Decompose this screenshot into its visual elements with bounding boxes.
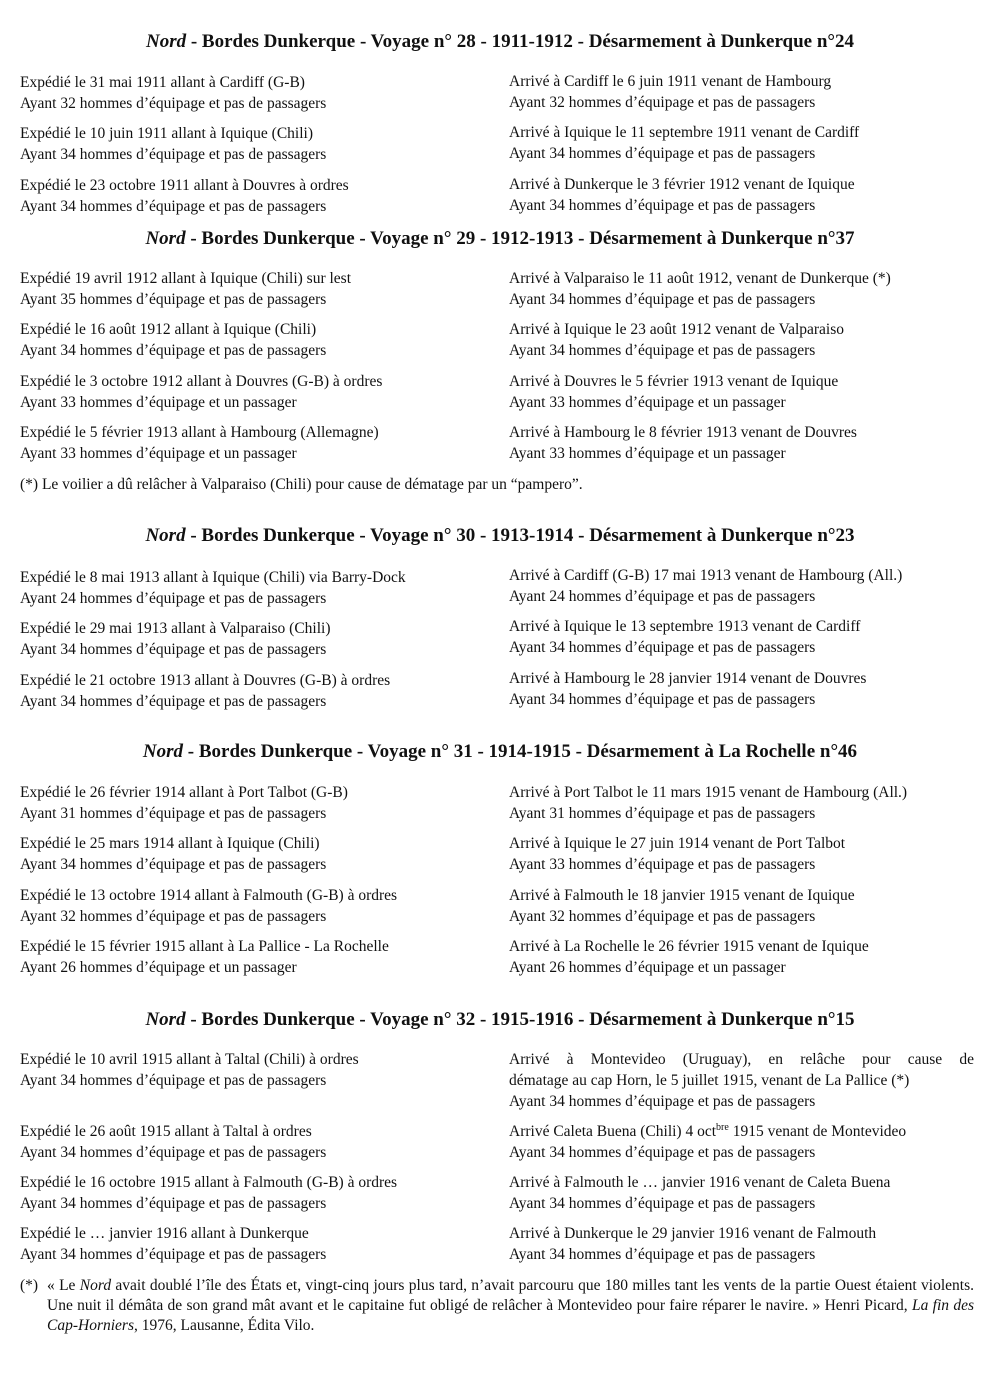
arrival-entry (509, 1121, 906, 1163)
arrival-entry (509, 782, 907, 824)
crew-line: Ayant 34 hommes d’équipage et pas de passagers (20, 1195, 327, 1212)
crew-line: Ayant 34 hommes d’équipage et pas de passagers (509, 1246, 816, 1263)
crew-line: Ayant 34 hommes d’équipage et pas de passagers (20, 342, 327, 359)
arrival-entry (509, 122, 859, 164)
departure-entry (20, 268, 351, 310)
crew-line: Ayant 34 hommes d’équipage et pas de passagers (20, 1246, 327, 1263)
arrival-entry (509, 319, 844, 361)
crew-line: Ayant 32 hommes d’équipage et pas de passagers (20, 908, 327, 925)
arrival-line: Arrivé à Dunkerque le 29 janvier 1916 venant de Falmouth (509, 1225, 877, 1242)
arrival-line: Arrivé à Valparaiso le 11 août 1912, venant de Dunkerque (*) (509, 270, 891, 287)
voyage-29-footnote: (*) Le voilier a dû relâcher à Valparaiso (Chili) pour cause de dématage par un “pampero”. (20, 476, 583, 493)
footnote-text (47, 1276, 974, 1336)
crew-line: Ayant 34 hommes d’équipage et pas de passagers (509, 691, 816, 708)
departure-entry (20, 567, 406, 609)
departure-entry (20, 782, 348, 824)
voyage-32-footnote (20, 1276, 974, 1336)
crew-line: Ayant 34 hommes d’équipage et pas de passagers (509, 639, 816, 656)
arrival-line (509, 1121, 906, 1142)
departure-line: Expédié le 16 août 1912 allant à Iquique (Chili) (20, 321, 317, 338)
departure-entry (20, 1223, 326, 1265)
arrival-entry (509, 71, 831, 113)
departure-line: Expédié le 10 avril 1915 allant à Taltal (Chili) à ordres (20, 1051, 359, 1068)
departure-line: Expédié le 26 août 1915 allant à Taltal à ordres (20, 1123, 312, 1140)
book-title: La fin des Cap-Horniers (47, 1297, 974, 1334)
crew-line: Ayant 34 hommes d’équipage et pas de passagers (20, 693, 327, 710)
arrival-entry (509, 565, 902, 607)
crew-line: Ayant 33 hommes d’équipage et un passager (20, 445, 297, 462)
arrival-text: Arrivé Caleta Buena (Chili) 4 oct (509, 1123, 717, 1140)
arrival-line: Arrivé à Montevideo (Uruguay), en relâche pour cause de (509, 1051, 974, 1068)
arrival-entry (509, 371, 838, 413)
arrival-line: Arrivé à Iquique le 23 août 1912 venant de Valparaiso (509, 321, 845, 338)
departure-line: Expédié le 21 octobre 1913 allant à Douvres (G-B) à ordres (20, 672, 391, 689)
departure-line: Expédié le 25 mars 1914 allant à Iquique (Chili) (20, 835, 320, 852)
arrival-line: Arrivé à Hambourg le 8 février 1913 venant de Douvres (509, 424, 857, 441)
arrival-line: Arrivé à Dunkerque le 3 février 1912 venant de Iquique (509, 176, 855, 193)
ship-name: Nord (79, 1277, 112, 1294)
departure-line: Expédié le 8 mai 1913 allant à Iquique (Chili) via Barry-Dock (20, 569, 406, 586)
voyage-31-heading (0, 741, 1000, 763)
departure-line: Expédié 19 avril 1912 allant à Iquique (Chili) sur lest (20, 270, 352, 287)
superscript: bre (716, 1121, 729, 1133)
arrival-entry (509, 1223, 876, 1265)
crew-line: Ayant 33 hommes d’équipage et pas de passagers (509, 856, 816, 873)
voyage-32-heading (0, 1009, 1000, 1031)
crew-line: Ayant 34 hommes d’équipage et pas de passagers (509, 291, 816, 308)
arrival-line: Arrivé à Falmouth le 18 janvier 1915 venant de Iquique (509, 887, 855, 904)
crew-line: Ayant 32 hommes d’équipage et pas de passagers (509, 94, 816, 111)
crew-line: Ayant 34 hommes d’équipage et pas de passagers (509, 1144, 816, 1161)
arrival-entry (509, 833, 845, 875)
footnote-part: « Le (47, 1277, 80, 1294)
ship-name: Nord (145, 31, 187, 52)
arrival-entry (509, 1172, 890, 1214)
crew-line: Ayant 34 hommes d’équipage et pas de passagers (509, 1195, 816, 1212)
departure-line: Expédié le 23 octobre 1911 allant à Douvres à ordres (20, 177, 349, 194)
arrival-entry (509, 268, 891, 310)
departure-entry (20, 885, 397, 927)
voyage-29-heading (0, 228, 1000, 250)
ship-name: Nord (145, 228, 186, 249)
departure-entry (20, 319, 326, 361)
departure-entry (20, 72, 326, 114)
arrival-line: Arrivé à Cardiff le 6 juin 1911 venant de Hambourg (509, 73, 832, 90)
arrival-line-continued: dématage au cap Horn, le 5 juillet 1915, venant de La Pallice (*) (509, 1072, 910, 1089)
crew-line: Ayant 32 hommes d’équipage et pas de passagers (20, 95, 327, 112)
voyage-28-heading (0, 31, 1000, 53)
crew-line: Ayant 34 hommes d’équipage et pas de passagers (20, 1072, 327, 1089)
crew-line: Ayant 33 hommes d’équipage et un passager (509, 445, 786, 462)
ship-name: Nord (145, 1009, 186, 1030)
arrival-entry (509, 885, 855, 927)
arrival-line: Arrivé à Falmouth le … janvier 1916 venant de Caleta Buena (509, 1174, 891, 1191)
footnote-part: avait doublé l’île des États et, vingt-cinq jours plus tard, n’avait parcouru que 180 milles tant les vents de la partie Ouest étaient violents. Une nuit il démâta de son grand mât avant et le capitaine fut obligé de relâcher à Montevideo pour faire réparer le navire. » Henri Picard, (47, 1277, 974, 1314)
departure-line: Expédié le 5 février 1913 allant à Hambourg (Allemagne) (20, 424, 379, 441)
heading-text: - Bordes Dunkerque - Voyage n° 29 - 1912-1913 - Désarmement à Dunkerque n°37 (185, 228, 855, 249)
arrival-entry (509, 668, 866, 710)
departure-line: Expédié le 13 octobre 1914 allant à Falmouth (G-B) à ordres (20, 887, 398, 904)
heading-text: - Bordes Dunkerque - Voyage n° 31 - 1914-1915 - Désarmement à La Rochelle n°46 (183, 741, 858, 762)
arrival-line: Arrivé à Port Talbot le 11 mars 1915 venant de Hambourg (All.) (509, 784, 908, 801)
crew-line: Ayant 24 hommes d’équipage et pas de passagers (20, 590, 327, 607)
crew-line: Ayant 33 hommes d’équipage et un passager (20, 394, 297, 411)
departure-line: Expédié le 26 février 1914 allant à Port Talbot (G-B) (20, 784, 348, 801)
arrival-entry (509, 1049, 974, 1112)
crew-line: Ayant 33 hommes d’équipage et un passager (509, 394, 786, 411)
crew-line: Ayant 31 hommes d’équipage et pas de passagers (509, 805, 816, 822)
arrival-line: Arrivé à Iquique le 13 septembre 1913 venant de Cardiff (509, 618, 861, 635)
arrival-line: Arrivé à Iquique le 27 juin 1914 venant de Port Talbot (509, 835, 846, 852)
departure-entry (20, 1049, 359, 1091)
crew-line: Ayant 26 hommes d’équipage et un passager (20, 959, 297, 976)
heading-text: - Bordes Dunkerque - Voyage n° 30 - 1913-1914 - Désarmement à Dunkerque n°23 (185, 525, 855, 546)
crew-line: Ayant 34 hommes d’équipage et pas de passagers (509, 145, 816, 162)
arrival-entry (509, 616, 860, 658)
crew-line: Ayant 34 hommes d’équipage et pas de passagers (509, 1093, 816, 1110)
departure-entry (20, 833, 326, 875)
crew-line: Ayant 34 hommes d’équipage et pas de passagers (20, 198, 327, 215)
arrival-line: Arrivé à Douvres le 5 février 1913 venant de Iquique (509, 373, 839, 390)
crew-line: Ayant 34 hommes d’équipage et pas de passagers (509, 197, 816, 214)
footnote-part: , 1976, Lausanne, Édita Vilo. (133, 1317, 315, 1334)
arrival-line: Arrivé à Hambourg le 28 janvier 1914 venant de Douvres (509, 670, 867, 687)
arrival-text: 1915 venant de Montevideo (728, 1123, 907, 1140)
crew-line: Ayant 34 hommes d’équipage et pas de passagers (20, 146, 327, 163)
departure-line: Expédié le … janvier 1916 allant à Dunkerque (20, 1225, 309, 1242)
departure-line: Expédié le 31 mai 1911 allant à Cardiff (G-B) (20, 74, 305, 91)
crew-line: Ayant 24 hommes d’équipage et pas de passagers (509, 588, 816, 605)
crew-line: Ayant 32 hommes d’équipage et pas de passagers (509, 908, 816, 925)
arrival-entry (509, 936, 869, 978)
departure-entry (20, 1172, 397, 1214)
arrival-entry (509, 174, 855, 216)
heading-text: - Bordes Dunkerque - Voyage n° 32 - 1915-1916 - Désarmement à Dunkerque n°15 (185, 1009, 855, 1030)
crew-line: Ayant 26 hommes d’équipage et un passager (509, 959, 786, 976)
departure-entry (20, 422, 379, 464)
voyage-30-heading (0, 525, 1000, 547)
departure-entry (20, 670, 390, 712)
crew-line: Ayant 35 hommes d’équipage et pas de passagers (20, 291, 327, 308)
arrival-line: Arrivé à Cardiff (G-B) 17 mai 1913 venant de Hambourg (All.) (509, 567, 903, 584)
crew-line: Ayant 34 hommes d’équipage et pas de passagers (20, 856, 327, 873)
arrival-line: Arrivé à Iquique le 11 septembre 1911 venant de Cardiff (509, 124, 860, 141)
footnote-mark: (*) (20, 1277, 39, 1294)
departure-line: Expédié le 29 mai 1913 allant à Valparaiso (Chili) (20, 620, 331, 637)
crew-line: Ayant 31 hommes d’équipage et pas de passagers (20, 805, 327, 822)
departure-line: Expédié le 3 octobre 1912 allant à Douvres (G-B) à ordres (20, 373, 383, 390)
departure-line: Expédié le 10 juin 1911 allant à Iquique (Chili) (20, 125, 313, 142)
departure-entry (20, 618, 331, 660)
departure-line: Expédié le 16 octobre 1915 allant à Falmouth (G-B) à ordres (20, 1174, 398, 1191)
departure-line: Expédié le 15 février 1915 allant à La Pallice - La Rochelle (20, 938, 389, 955)
arrival-entry (509, 422, 857, 464)
ship-name: Nord (142, 741, 184, 762)
crew-line: Ayant 34 hommes d’équipage et pas de passagers (20, 1144, 327, 1161)
crew-line: Ayant 34 hommes d’équipage et pas de passagers (20, 641, 327, 658)
departure-entry (20, 175, 349, 217)
ship-name: Nord (145, 525, 186, 546)
departure-entry (20, 123, 326, 165)
departure-entry (20, 371, 382, 413)
crew-line: Ayant 34 hommes d’équipage et pas de passagers (509, 342, 816, 359)
arrival-line: Arrivé à La Rochelle le 26 février 1915 venant de Iquique (509, 938, 869, 955)
heading-text: - Bordes Dunkerque - Voyage n° 28 - 1911-1912 - Désarmement à Dunkerque n°24 (186, 31, 855, 52)
departure-entry (20, 936, 389, 978)
departure-entry (20, 1121, 326, 1163)
